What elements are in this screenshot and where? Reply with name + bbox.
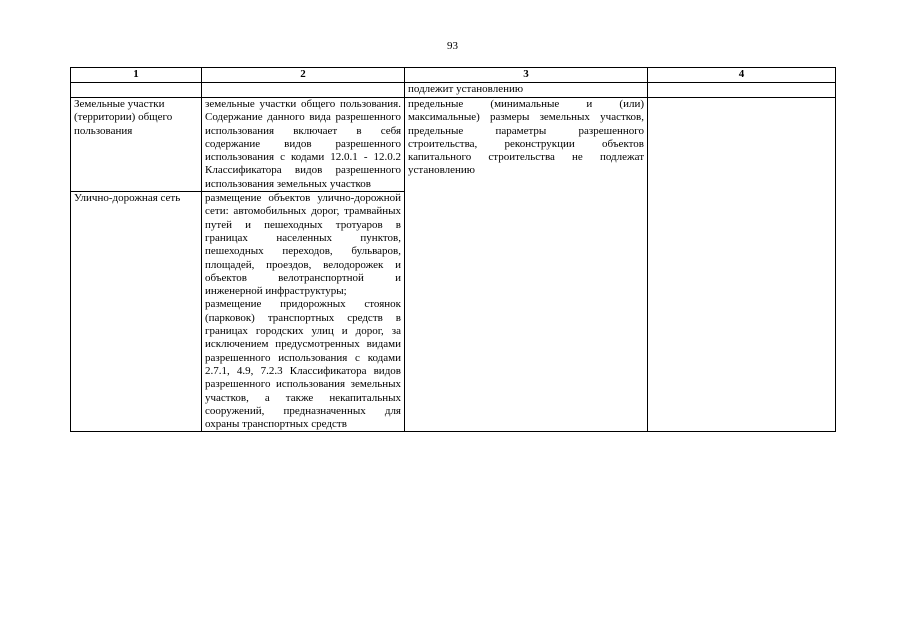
document-table: [70, 67, 836, 432]
page-number: 93: [447, 40, 458, 52]
column-header-3: 3: [405, 68, 648, 83]
table-row: [71, 83, 836, 98]
description-paragraph: размещение придорожных стоянок (парковок) транспортных средств в границах городских улиц и дорог, за исключением предусмотренных видами разрешенного использования с кодами 2.7.1, 4.9, 7.2.3 Классификатора видов разрешенного использования земельных участков, а также некапитальных сооружений, предназначенных для охраны транспортных средств: [205, 298, 401, 431]
land-use-description-cell: земельные участки общего пользования. Содержание данного вида разрешенного использования включает в себя содержание видов разрешенного использования с кодами 12.0.1 - 12.0.2 Классификатора видов разрешенного использования земельных участков: [202, 98, 405, 192]
column-header-4: 4: [648, 68, 836, 83]
table-header-row: [71, 68, 836, 83]
parameters-cell: предельные (минимальные и (или) максимальные) размеры земельных участков, предельные параметры разрешенного строительства, реконструкции объектов капитального строительства не подлежат установлению: [405, 98, 648, 432]
table-cell: [648, 98, 836, 432]
column-header-2: 2: [202, 68, 405, 83]
land-use-name-cell: Земельные участки (территории) общего пользования: [71, 98, 202, 192]
description-paragraph: размещение объектов улично-дорожной сети: автомобильных дорог, трамвайных путей и пешеходных тротуаров в границах населенных пунктов, пешеходных переходов, бульваров, площадей, проездов, велодорожек и объектов велотранспортной и инженерной инфраструктуры;: [205, 192, 401, 298]
table-row: [71, 98, 836, 192]
table-cell: [202, 83, 405, 98]
table-cell: подлежит установлению: [405, 83, 648, 98]
table-cell: [648, 83, 836, 98]
land-use-name-cell: Улично-дорожная сеть: [71, 192, 202, 432]
table-cell: [71, 83, 202, 98]
land-use-description-cell: [202, 192, 405, 432]
column-header-1: 1: [71, 68, 202, 83]
